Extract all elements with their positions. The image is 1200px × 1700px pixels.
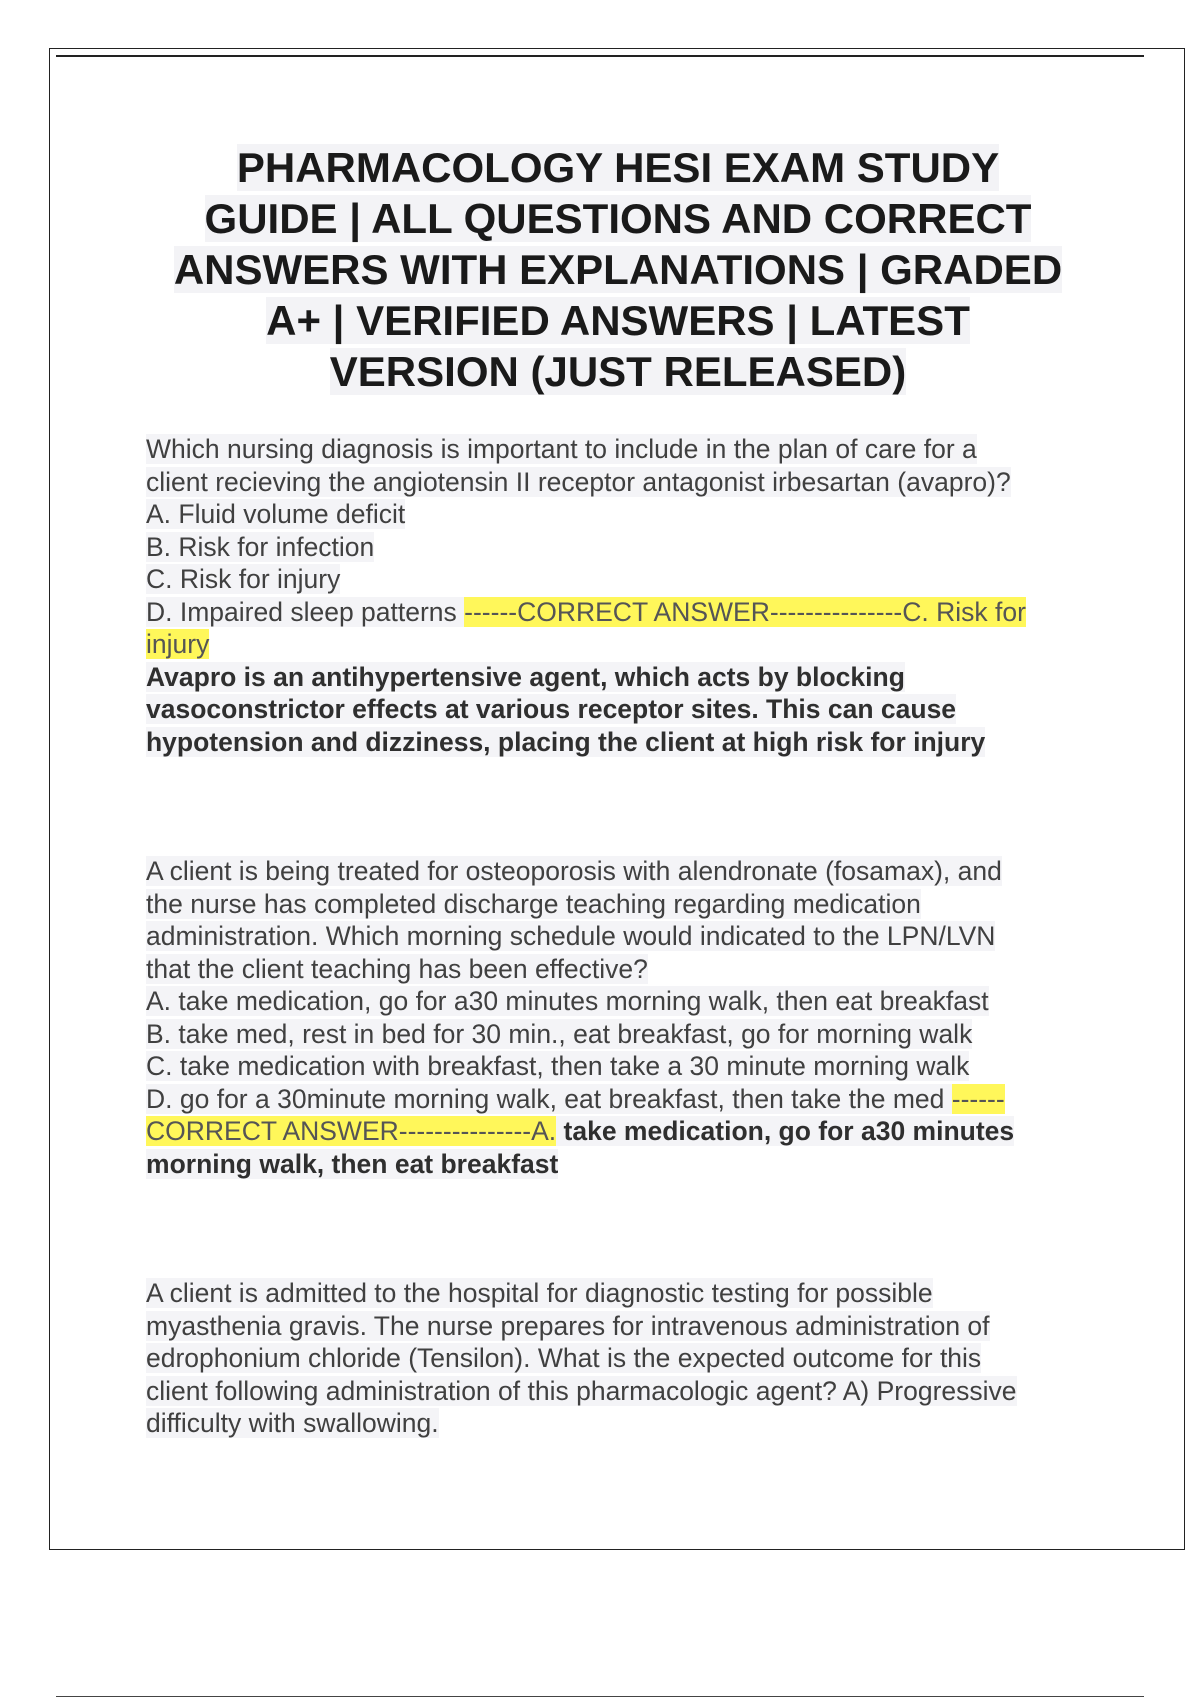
- correct-answer-highlight: ------CORRECT ANSWER---------------C. Risk for: [464, 596, 1026, 627]
- correct-answer-highlight: injury: [146, 629, 210, 659]
- question-3: [146, 1277, 1096, 1440]
- question-stem-line: administration. Which morning schedule would indicated to the LPN/LVN: [146, 921, 996, 951]
- answer-option: B. take med, rest in bed for 30 min., eat breakfast, go for morning walk: [146, 1018, 973, 1049]
- document-title: [60, 142, 1176, 397]
- question-stem-line: client following administration of this pharmacologic agent? A) Progressive: [146, 1375, 1017, 1406]
- answer-option: B. Risk for infection: [146, 531, 375, 562]
- footer-rule: [56, 1696, 1144, 1697]
- title-line: VERSION (JUST RELEASED): [329, 348, 907, 395]
- question-1: [146, 433, 1096, 758]
- question-stem-line: myasthenia gravis. The nurse prepares for intravenous administration of: [146, 1310, 990, 1341]
- answer-option: A. take medication, go for a30 minutes morning walk, then eat breakfast: [146, 986, 989, 1016]
- answer-option: D. go for a 30minute morning walk, eat breakfast, then take the med: [146, 1083, 952, 1114]
- question-stem-line: edrophonium chloride (Tensilon). What is the expected outcome for this: [146, 1343, 982, 1373]
- question-stem-line: difficulty with swallowing.: [146, 1408, 439, 1438]
- question-stem-line: client recieving the angiotensin II receptor antagonist irbesartan (avapro)?: [146, 466, 1011, 497]
- question-stem-line: A client is admitted to the hospital for diagnostic testing for possible: [146, 1278, 933, 1308]
- answer-option: C. Risk for injury: [146, 564, 341, 594]
- answer-option: C. take medication with breakfast, then take a 30 minute morning walk: [146, 1051, 970, 1081]
- title-line: PHARMACOLOGY HESI EXAM STUDY: [236, 144, 1000, 191]
- correct-answer-text: take medication, go for a30 minutes: [556, 1116, 1015, 1146]
- question-stem-line: that the client teaching has been effective?: [146, 953, 648, 984]
- title-line: GUIDE | ALL QUESTIONS AND CORRECT: [204, 195, 1032, 242]
- question-stem-line: Which nursing diagnosis is important to include in the plan of care for a: [146, 434, 977, 464]
- explanation-line: hypotension and dizziness, placing the client at high risk for injury: [146, 726, 986, 757]
- explanation-line: vasoconstrictor effects at various receptor sites. This can cause: [146, 694, 957, 724]
- questions-content: [146, 433, 1096, 1440]
- question-2: [146, 855, 1096, 1180]
- title-line: ANSWERS WITH EXPLANATIONS | GRADED: [173, 246, 1063, 293]
- question-stem-line: A client is being treated for osteoporosis with alendronate (fosamax), and: [146, 856, 1002, 886]
- correct-answer-highlight: CORRECT ANSWER---------------A.: [146, 1116, 557, 1146]
- question-stem-line: the nurse has completed discharge teaching regarding medication: [146, 888, 921, 919]
- explanation-line: Avapro is an antihypertensive agent, which acts by blocking: [146, 661, 905, 692]
- correct-answer-highlight: ------: [951, 1083, 1005, 1114]
- answer-option: D. Impaired sleep patterns: [146, 596, 465, 627]
- header-rule: [56, 55, 1144, 57]
- correct-answer-text: morning walk, then eat breakfast: [146, 1148, 559, 1179]
- title-line: A+ | VERIFIED ANSWERS | LATEST: [266, 297, 970, 344]
- answer-option: A. Fluid volume deficit: [146, 499, 406, 529]
